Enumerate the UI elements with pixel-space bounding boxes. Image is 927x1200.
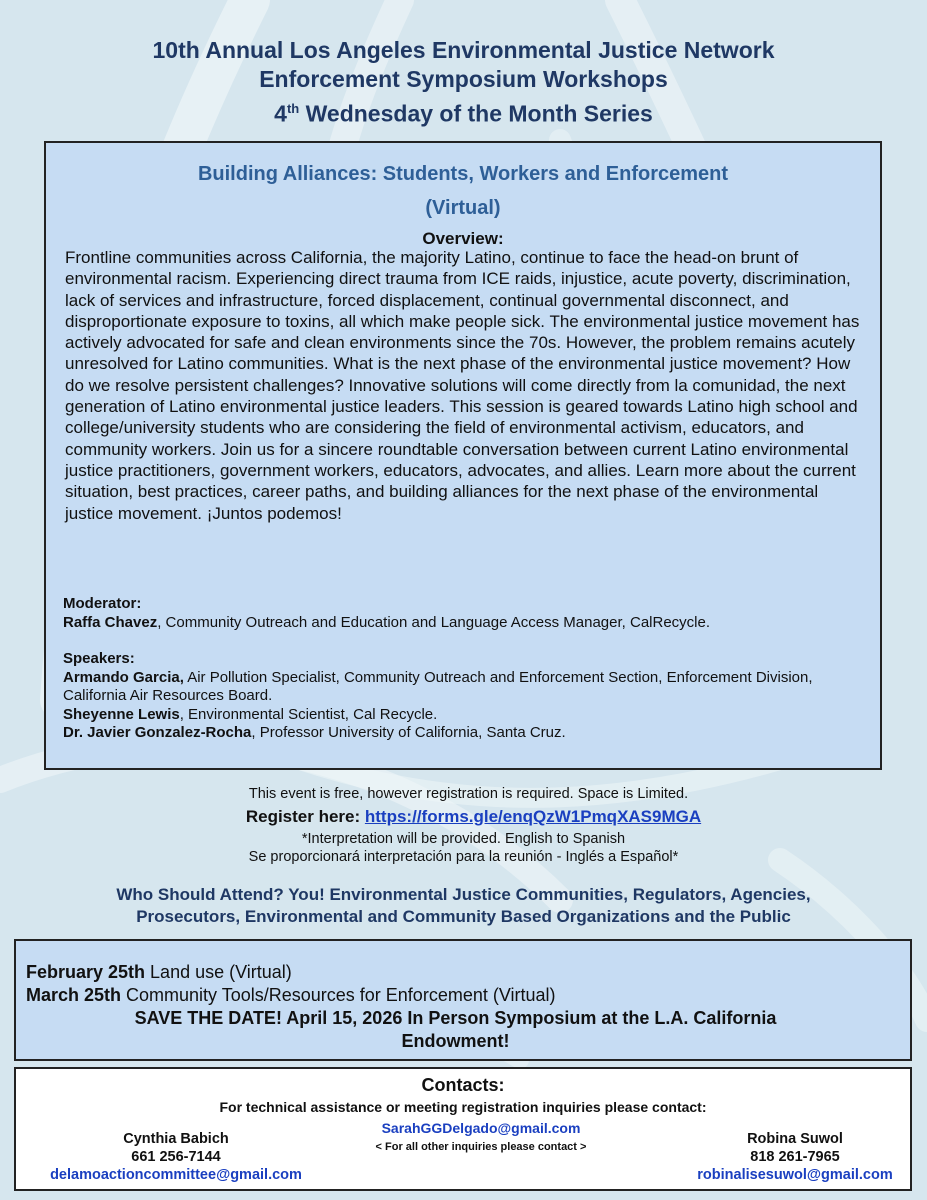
- event-details-box: [44, 141, 882, 770]
- save-the-date: [26, 1007, 910, 1053]
- speaker-entry: [63, 724, 873, 743]
- contact-robina: [680, 1130, 910, 1184]
- contact-name: Cynthia Babich: [123, 1131, 229, 1147]
- moderator-name: Raffa Chavez: [63, 613, 158, 631]
- people-section: [63, 595, 873, 743]
- date-item: [26, 984, 910, 1007]
- overview-heading: Overview:: [422, 229, 504, 248]
- free-event-note: This event is free, however registration is required. Space is Limited.: [248, 786, 689, 802]
- speaker-name: Armando Garcia,: [63, 668, 184, 686]
- register-line: [20, 804, 927, 830]
- contacts-tech-note: For technical assistance or meeting registration inquiries please contact:: [219, 1099, 707, 1115]
- event-subtitle: (Virtual): [425, 197, 501, 219]
- date-label: February 25th: [26, 962, 146, 982]
- header-title-line3: [0, 94, 927, 129]
- speaker-name: Sheyenne Lewis: [63, 705, 180, 723]
- date-item: [26, 961, 910, 984]
- header-title-line1: 10th Annual Los Angeles Environmental Justice Network: [152, 37, 775, 63]
- series-number: 4: [274, 100, 287, 127]
- audience-section: [0, 884, 927, 928]
- upcoming-dates-box: [14, 939, 912, 1061]
- register-link[interactable]: https://forms.gle/enqQzW1PmqXAS9MGA: [364, 807, 702, 826]
- registration-section: [0, 784, 927, 866]
- speaker-role: , Environmental Scientist, Cal Recycle.: [179, 705, 438, 723]
- moderator-role: , Community Outreach and Education and Language Access Manager, CalRecycle.: [157, 613, 711, 631]
- interpretation-note-es: Se proporcionará interpretación para la reunión - Inglés a Español*: [248, 849, 679, 865]
- overview-text: Frontline communities across California, the majority Latino, continue to face the head-on brunt of environmental racism. Experiencing direct trauma from ICE raids, injustice, acute poverty, discrimination, lack of services and infrastructure, forced displacement, continual governmental disconnect, and disproportionate exposure to toxins, all which make people sick. The environmental justice movement has actively advocated for safe and clean environments since the 70s. However, the problem remains acutely unresolved for Latino communities. What is the next phase of the environmental justice movement? How do we resolve persistent challenges? Innovative solutions will come directly from la comunidad, the next generation of Latino environmental justice leaders. This session is geared towards Latino high school and college/university students who are considering the field of environmental activism, educators, and community workers. Join us for a sincere roundtable conversation between current Latino environmental justice practitioners, government workers, educators, advocates, and allies. Learn more about the current situation, best practices, career paths, and building alliances for the next phase of the environmental justice movement. ¡Juntos podemos!: [65, 248, 860, 523]
- speakers-heading: Speakers:: [63, 650, 135, 667]
- header-title-line2: Enforcement Symposium Workshops: [259, 66, 668, 92]
- audience-line1: Who Should Attend? You! Environmental Justice Communities, Regulators, Agencies,: [116, 885, 811, 904]
- contact-sarah: [346, 1119, 616, 1157]
- contact-phone: 818 261-7965: [750, 1149, 840, 1165]
- series-label: Wednesday of the Month Series: [299, 100, 653, 127]
- date-topic: Land use (Virtual): [145, 962, 292, 982]
- contact-cynthia: [16, 1130, 336, 1184]
- speaker-name: Dr. Javier Gonzalez-Rocha: [63, 724, 252, 741]
- contacts-box: [14, 1067, 912, 1191]
- event-title-block: [46, 157, 880, 225]
- contact-phone: 661 256-7144: [131, 1149, 221, 1165]
- save-the-date-line1: SAVE THE DATE! April 15, 2026 In Person Symposium at the L.A. California: [134, 1008, 777, 1028]
- series-ordinal: th: [286, 101, 300, 116]
- register-label: Register here:: [245, 807, 365, 826]
- date-topic: Community Tools/Resources for Enforcement (Virtual): [121, 985, 556, 1005]
- speaker-role: , Professor University of California, Santa Cruz.: [251, 724, 566, 741]
- contacts-title: Contacts:: [421, 1075, 505, 1095]
- save-the-date-line2: Endowment!: [401, 1031, 510, 1051]
- speaker-role: Air Pollution Specialist, Community Outreach and Enforcement Section, Enforcement Division, California Air Resources Board.: [63, 668, 813, 704]
- event-title: Building Alliances: Students, Workers and Enforcement: [197, 163, 729, 185]
- other-inquiries-note: < For all other inquiries please contact >: [375, 1141, 587, 1153]
- contact-email[interactable]: robinalisesuwol@gmail.com: [697, 1167, 893, 1183]
- contact-email[interactable]: SarahGGDelgado@gmail.com: [381, 1120, 581, 1136]
- contact-name: Robina Suwol: [747, 1131, 843, 1147]
- speaker-entry: [63, 669, 873, 706]
- contact-email[interactable]: delamoactioncommittee@gmail.com: [50, 1167, 302, 1183]
- speaker-entry: [63, 706, 873, 725]
- audience-line2: Prosecutors, Environmental and Community Based Organizations and the Public: [136, 907, 791, 926]
- date-label: March 25th: [26, 985, 122, 1005]
- interpretation-note-en: *Interpretation will be provided. English to Spanish: [301, 831, 626, 847]
- moderator-heading: Moderator:: [63, 595, 142, 612]
- page-header: [0, 36, 927, 129]
- moderator-entry: [63, 614, 873, 633]
